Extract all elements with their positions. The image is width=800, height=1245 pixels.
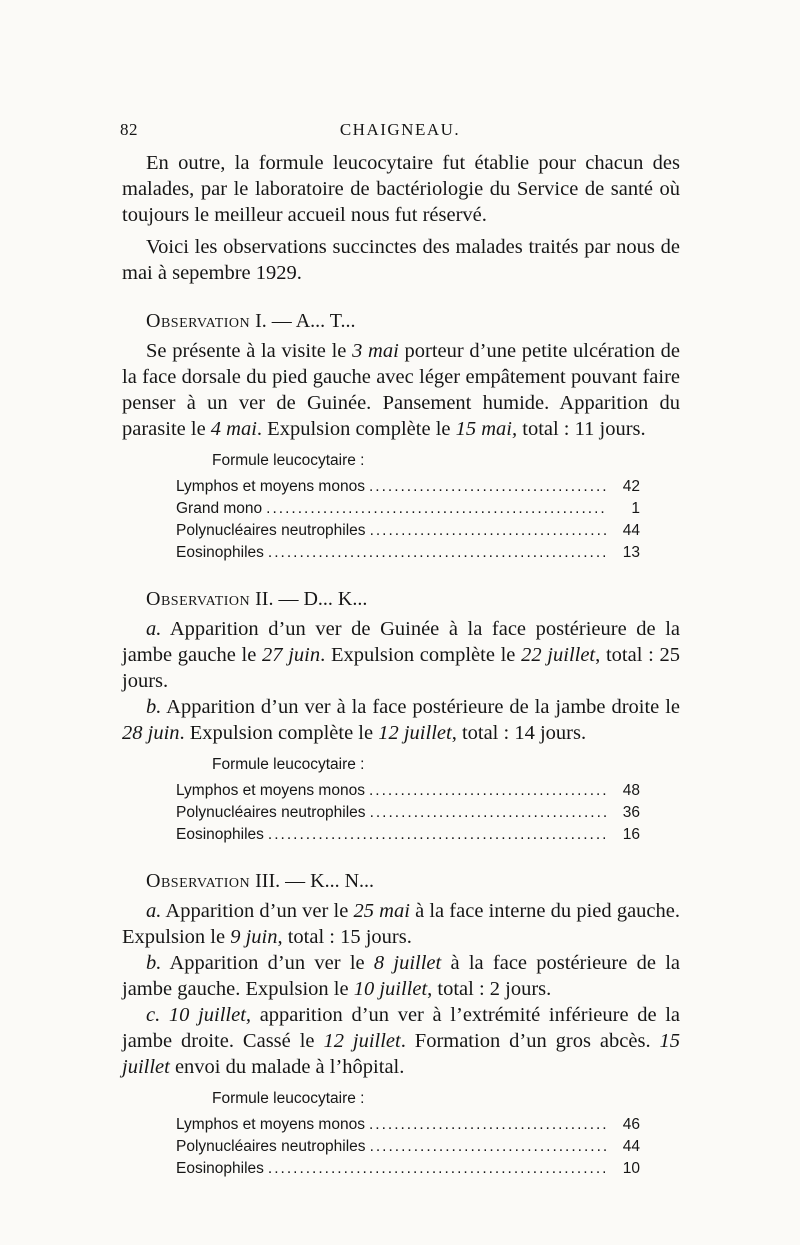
running-header [120,120,680,144]
date: 4 mai [210,418,257,440]
observation-3b-text: b. Apparition d’un ver le 8 juillet à la face postérieure de la jambe gauche. Expulsion le 10 juillet, total : 2 jours. [122,952,681,1000]
observation-3-heading [122,868,680,894]
date: 12 juillet [378,722,452,744]
date: 15 juillet [122,1030,681,1078]
page-number: 82 [120,120,138,139]
date: 12 juillet [323,1030,401,1052]
observation-3a-text: a. Apparition d’un ver le 25 mai à la face interne du pied gauche. Expulsion le 9 juin, total : 15 jours. [122,900,680,948]
observation-label: Observation [146,588,251,610]
observation-label: Observation [146,310,251,332]
intro-paragraph-2: Voici les observations succinctes des malades traités par nous de mai à sepembre 1929. [122,236,680,284]
formula-row: Lymphos et moyens monos ..... 46 [176,1114,640,1136]
date: 28 juin [122,722,180,744]
formula-row: Grand mono ..... 1 [176,498,640,520]
formula-row: Polynucléaires neutrophiles ..... 44 [176,1136,640,1158]
page-body [122,150,680,1190]
observation-numeral: III. — K... N... [255,870,375,892]
formula-title: Formule leucocytaire : [212,756,365,773]
formula-row: Eosinophiles ..... 10 [176,1158,640,1180]
observation-2b-text: b. Apparition d’un ver à la face postérieure de la jambe droite le 28 juin. Expulsion complète le 12 juillet, total : 14 jours. [122,696,680,744]
date: 10 juillet [353,978,428,1000]
date: 10 juillet, [168,1004,252,1026]
observation-1-heading [122,308,680,334]
observation-numeral: I. — A... T... [255,310,356,332]
formula-row: Lymphos et moyens monos ..... 48 [176,780,640,802]
formula-title: Formule leucocytaire : [212,1090,365,1107]
date: 15 mai, [455,418,518,440]
date: 9 juin [230,926,278,948]
date: 22 juillet [521,644,596,666]
leucocyte-formula-2 [176,754,640,846]
leucocyte-formula-1 [176,450,640,564]
formula-title: Formule leucocytaire : [212,452,365,469]
formula-row: Polynucléaires neutrophiles ..... 36 [176,802,640,824]
observation-2a-text: a. Apparition d’un ver de Guinée à la face postérieure de la jambe gauche le 27 juin. Expulsion complète le 22 juillet, total : 25 jours. [122,618,680,692]
date: 25 mai [353,900,410,922]
observation-numeral: II. — D... K... [255,588,368,610]
formula-row: Lymphos et moyens monos ..... 42 [176,476,640,498]
formula-row: Eosinophiles ..... 13 [176,542,640,564]
observation-1-text: Se présente à la visite le 3 mai porteur d’une petite ulcération de la face dorsale du pied gauche avec léger empâtement pouvant faire penser à un ver de Guinée. Pansement humide. Apparition du parasite le 4 mai. Expulsion complète le 15 mai, total : 11 jours. [122,340,681,440]
observation-label: Observation [146,870,251,892]
date: 27 juin [262,644,321,666]
observation-3c-text: c. 10 juillet, apparition d’un ver à l’extrémité inférieure de la jambe droite. Cassé le 12 juillet. Formation d’un gros abcès. 15 juillet envoi du malade à l’hôpital. [122,1004,681,1078]
date: 8 juillet [373,952,442,974]
observation-2-heading [122,586,680,612]
intro-paragraph-1: En outre, la formule leucocytaire fut établie pour chacun des malades, par le laboratoire de bactériologie du Service de santé où toujours le meilleur accueil nous fut réservé. [122,152,680,226]
formula-row: Eosinophiles ..... 16 [176,824,640,846]
formula-row: Polynucléaires neutrophiles ..... 44 [176,520,640,542]
running-title: CHAIGNEAU. [339,120,461,139]
date: 3 mai [352,340,399,362]
leucocyte-formula-3 [176,1088,640,1180]
